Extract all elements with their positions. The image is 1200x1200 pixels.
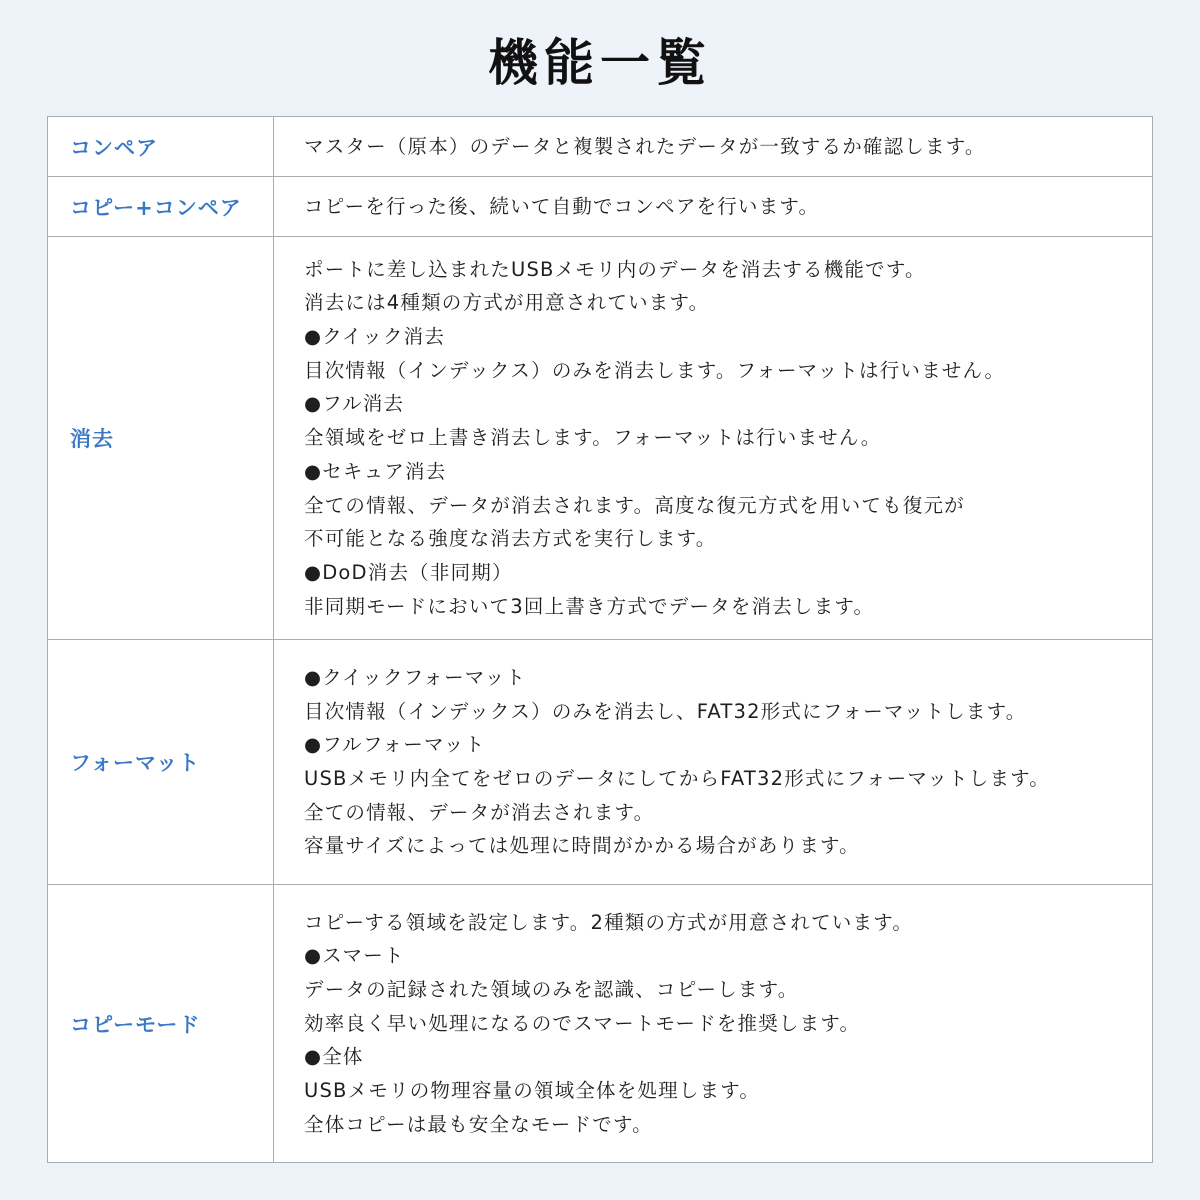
description-line: 目次情報（インデックス）のみを消去し、FAT32形式にフォーマットします。	[304, 699, 1027, 723]
description-line: USBメモリ内全てをゼロのデータにしてからFAT32形式にフォーマットします。	[304, 767, 1050, 790]
description-line: 全領域をゼロ上書き消去します。フォーマットは行いません。	[304, 426, 882, 450]
row-label-erase: 消去	[48, 237, 274, 639]
table-row-copy-mode	[48, 885, 1152, 1162]
description-line: 全体コピーは最も安全なモードです。	[304, 1112, 653, 1136]
row-description-erase	[274, 237, 1152, 639]
table-row-copy-compare	[48, 177, 1152, 237]
row-label-copy-compare: コピー+コンペア	[48, 177, 274, 236]
description-line: 不可能となる強度な消去方式を実行します。	[304, 527, 717, 551]
row-label-compare: コンペア	[48, 117, 274, 176]
description-line: マスター（原本）のデータと複製されたデータが一致するか確認します。	[304, 134, 986, 158]
row-description-copy-compare	[274, 177, 1152, 236]
row-label-format: フォーマット	[48, 640, 274, 884]
description-line: ●フル消去	[304, 392, 405, 416]
description-line: コピーする領域を設定します。2種類の方式が用意されています。	[304, 910, 914, 934]
description-line: ●DoD消去（非同期）	[304, 560, 513, 584]
description-line: ポートに差し込まれたUSBメモリ内のデータを消去する機能です。	[304, 257, 926, 281]
description-line: ●フルフォーマット	[304, 733, 486, 757]
row-description-compare	[274, 117, 1152, 176]
row-description-copy-mode	[274, 885, 1152, 1162]
row-label-copy-mode: コピーモード	[48, 885, 274, 1162]
description-line: 消去には4種類の方式が用意されています。	[304, 291, 710, 315]
description-line: 全ての情報、データが消去されます。高度な復元方式を用いても復元が	[304, 493, 965, 517]
description-line: コピーを行った後、続いて自動でコンペアを行います。	[304, 194, 820, 218]
table-row-erase	[48, 237, 1152, 640]
description-line: USBメモリの物理容量の領域全体を処理します。	[304, 1079, 761, 1103]
description-line: データの記録された領域のみを認識、コピーします。	[304, 977, 799, 1001]
description-line: ●全体	[304, 1045, 364, 1069]
description-line: 容量サイズによっては処理に時間がかかる場合があります。	[304, 834, 860, 858]
description-line: ●セキュア消去	[304, 459, 447, 483]
description-line: 全ての情報、データが消去されます。	[304, 800, 655, 824]
row-description-format	[274, 640, 1152, 884]
description-line: 効率良く早い処理になるのでスマートモードを推奨します。	[304, 1011, 861, 1035]
description-line: 目次情報（インデックス）のみを消去します。フォーマットは行いません。	[304, 358, 1006, 382]
description-line: ●スマート	[304, 944, 405, 968]
description-line: ●クイック消去	[304, 325, 446, 349]
description-line: ●クイックフォーマット	[304, 665, 527, 689]
table-row-compare	[48, 117, 1152, 177]
table-row-format	[48, 640, 1152, 885]
feature-table	[47, 116, 1153, 1163]
description-line: 非同期モードにおいて3回上書き方式でデータを消去します。	[304, 594, 875, 618]
page-title: 機能一覧	[488, 34, 712, 92]
